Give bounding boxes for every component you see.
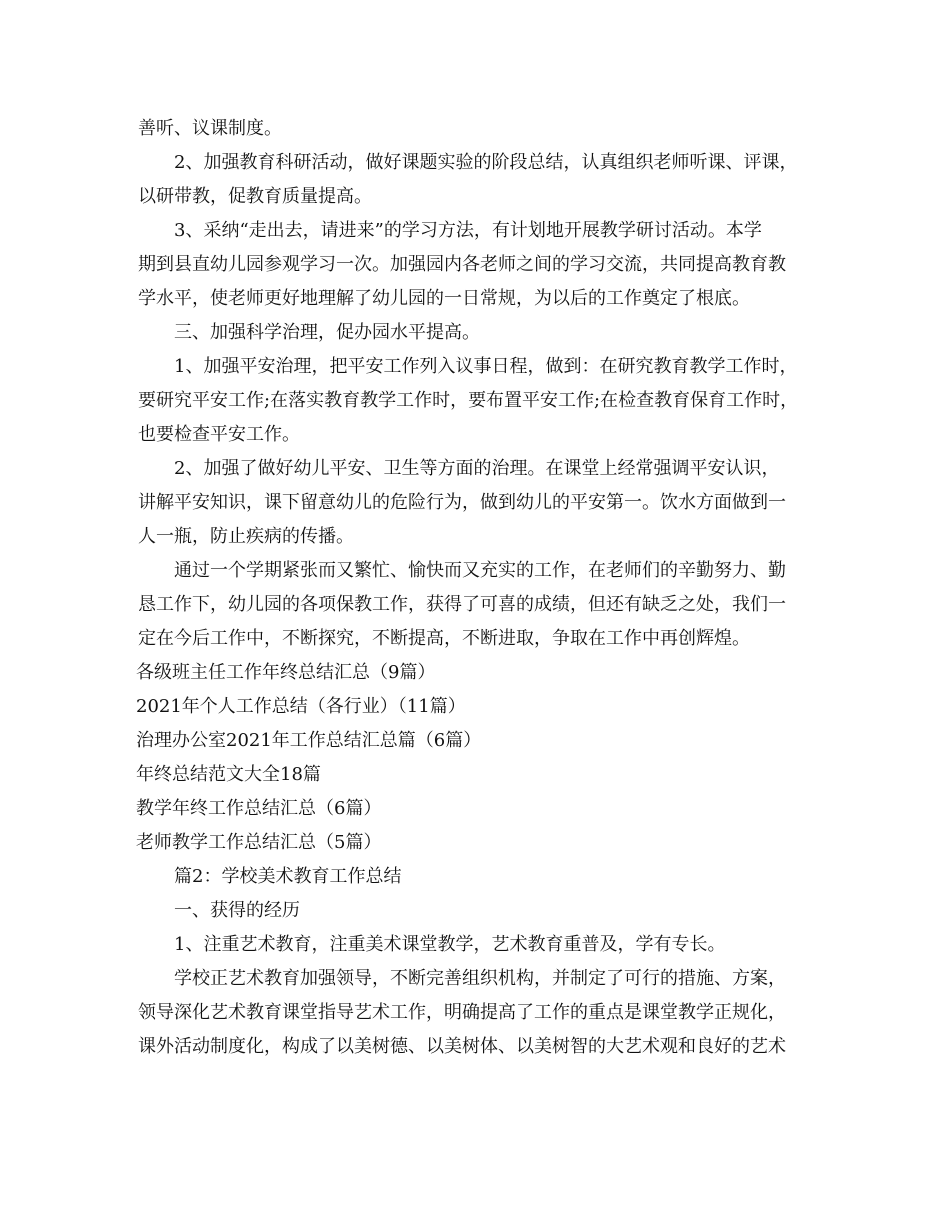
text-line: 2、加强了做好幼儿平安、卫生等方面的治理。在课堂上经常强调平安认识， [174, 458, 780, 479]
related-link[interactable]: 老师教学工作总结汇总（5篇） [136, 832, 382, 853]
text-line: 课外活动制度化，构成了以美树德、以美树体、以美树智的大艺术观和良好的艺术 [138, 1036, 786, 1057]
paragraph-1 [138, 112, 814, 146]
paragraph-3 [138, 214, 814, 316]
paragraph-6 [138, 452, 814, 554]
text-line: 1、加强平安治理，把平安工作列入议事日程，做到：在研究教育教学工作时， [174, 356, 798, 377]
text-line: 善听、议课制度。 [138, 118, 282, 139]
section-title: 篇2：学校美术教育工作总结 [174, 866, 402, 887]
paragraph-5 [138, 350, 814, 452]
paragraph-7 [138, 554, 814, 656]
text-line: 2、加强教育科研活动，做好课题实验的阶段总结，认真组织老师听课、评课， [174, 152, 798, 173]
text-line: 也要检查平安工作。 [138, 424, 300, 445]
related-links-list [138, 656, 814, 860]
text-line: 要研究平安工作;在落实教育教学工作时，要布置平安工作;在检查教育保育工作时， [138, 390, 799, 411]
text-line: 学水平，使老师更好地理解了幼儿园的一日常规，为以后的工作奠定了根底。 [138, 288, 750, 309]
text-line: 恳工作下，幼儿园的各项保教工作，获得了可喜的成绩，但还有缺乏之处，我们一 [138, 594, 786, 615]
section-heading: 一、获得的经历 [174, 900, 300, 921]
document-body [138, 112, 814, 1064]
text-line: 学校正艺术教育加强领导，不断完善组织机构，并制定了可行的措施、方案， [174, 968, 786, 989]
section-heading: 三、加强科学治理，促办园水平提高。 [174, 322, 480, 343]
related-link[interactable]: 各级班主任工作年终总结汇总（9篇） [136, 662, 436, 683]
text-line: 期到县直幼儿园参观学习一次。加强园内各老师之间的学习交流，共同提高教育教 [138, 254, 786, 275]
text-line: 1、注重艺术教育，注重美术课堂教学，艺术教育重普及，学有专长。 [174, 934, 726, 955]
related-link[interactable]: 年终总结范文大全18篇 [136, 764, 321, 785]
text-line: 3、采纳“走出去，请进来”的学习方法，有计划地开展教学研讨活动。本学 [174, 220, 762, 241]
paragraph-2 [138, 146, 814, 214]
section-2 [138, 860, 814, 1064]
related-link[interactable]: 2021年个人工作总结（各行业）（11篇） [136, 696, 466, 717]
related-link[interactable]: 治理办公室2021年工作总结汇总篇（6篇） [136, 730, 482, 751]
text-line: 人一瓶，防止疾病的传播。 [138, 526, 354, 547]
paragraph-4 [138, 316, 814, 350]
text-line: 定在今后工作中，不断探究，不断提高，不断进取，争取在工作中再创辉煌。 [138, 628, 750, 649]
text-line: 领导深化艺术教育课堂指导艺术工作，明确提高了工作的重点是课堂教学正规化， [138, 1002, 786, 1023]
text-line: 以研带教，促教育质量提高。 [138, 186, 372, 207]
related-link[interactable]: 教学年终工作总结汇总（6篇） [136, 798, 382, 819]
text-line: 讲解平安知识，课下留意幼儿的危险行为，做到幼儿的平安第一。饮水方面做到一 [138, 492, 786, 513]
text-line: 通过一个学期紧张而又繁忙、愉快而又充实的工作，在老师们的辛勤努力、勤 [174, 560, 786, 581]
